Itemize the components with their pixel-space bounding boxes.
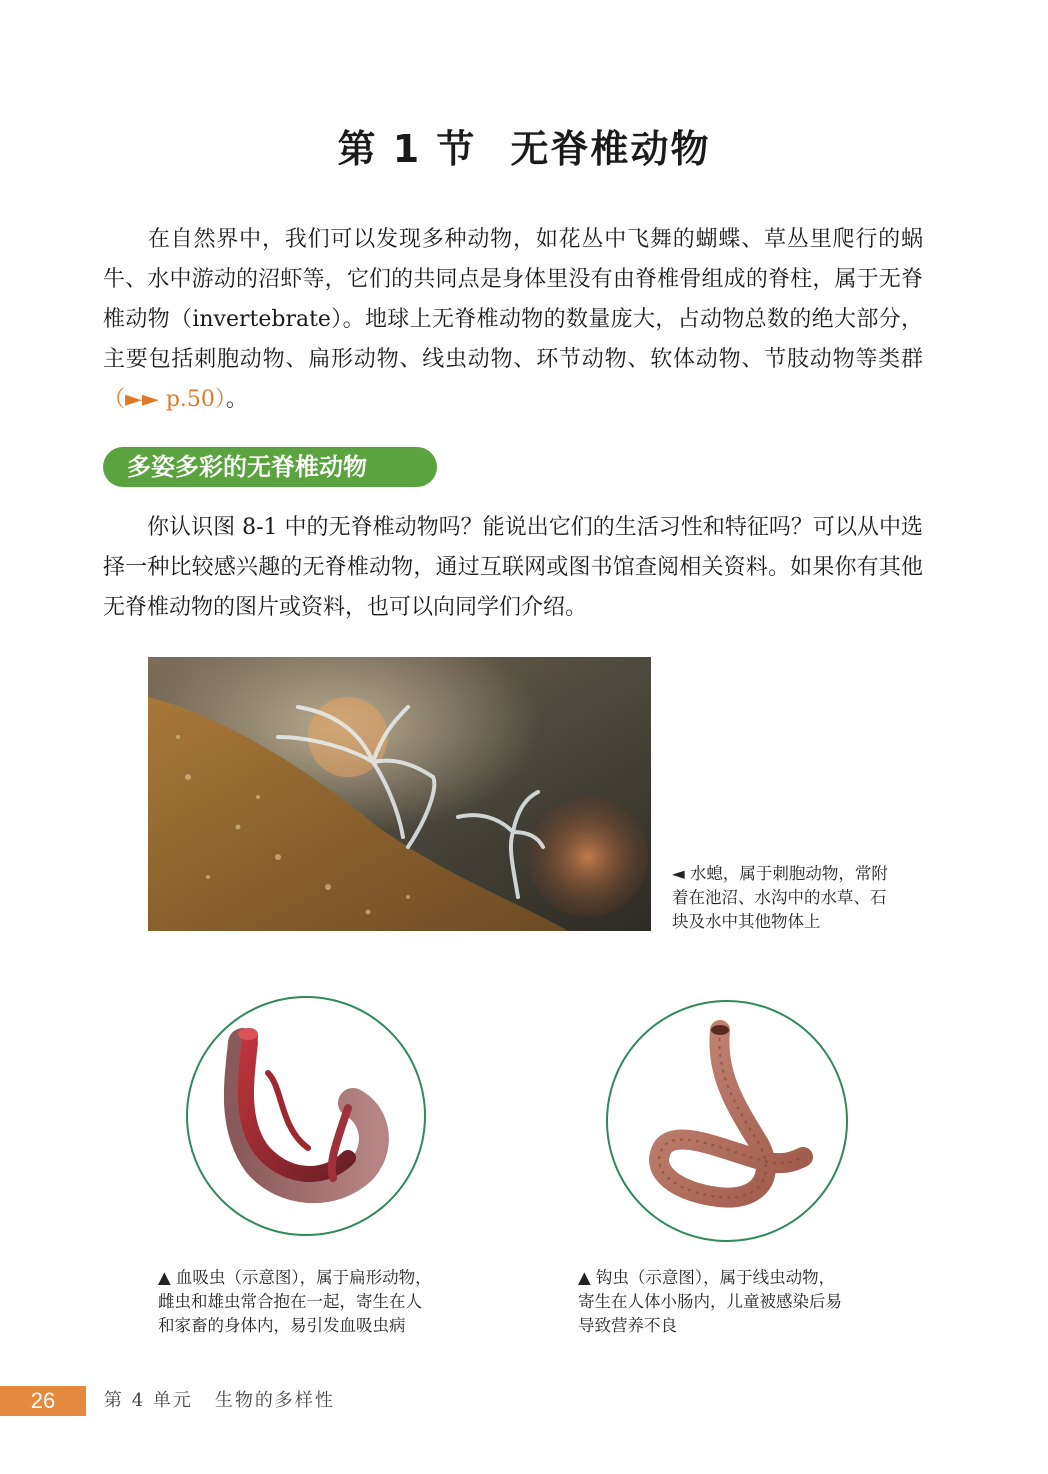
section-number: 第 1 节 [337,127,477,171]
intro-paragraph: 在自然界中，我们可以发现多种动物，如花丛中飞舞的蝴蝶、草丛里爬行的蜗牛、水中游动的沼虾等，它们的共同点是身体里没有由脊椎骨组成的脊柱，属于无脊椎动物（invertebrate）。地球上无脊椎动物的数量庞大，占动物总数的绝大部分，主要包括刺胞动物、扁形动物、线虫动物、环节动物、软体动物、节肢动物等类群（►► p.50）。 [103,227,923,412]
schistosome-illustration [186,996,426,1236]
page-number: 26 [0,1386,86,1416]
activity-paragraph: 你认识图 8-1 中的无脊椎动物吗？能说出它们的生活习性和特征吗？可以从中选择一种比较感兴趣的无脊椎动物，通过互联网或图书馆查阅相关资料。如果你有其他无脊椎动物的图片或资料，也可以向同学们介绍。 [103,515,923,620]
schistosome-caption: ▲ 血吸虫（示意图），属于扁形动物， 雌虫和雄虫常合抱在一起，寄生在人 和家畜的身体内，易引发血吸虫病 [158,1268,432,1335]
section-heading: 多姿多彩的无脊椎动物 [103,447,437,487]
hookworm-caption: ▲ 钩虫（示意图），属于线虫动物， 寄生在人体小肠内，儿童被感染后易 导致营养不良 [578,1268,842,1335]
hydra-caption: ◄ 水螅，属于刺胞动物，常附 着在池沼、水沟中的水草、石 块及水中其他物体上 [672,864,888,931]
hydra-photo [148,657,651,931]
running-footer [104,1386,335,1416]
page-title [0,118,1048,173]
unit-title: 生物的多样性 [214,1390,335,1411]
section-name: 无脊椎动物 [510,127,711,171]
hookworm-illustration [606,1000,848,1242]
intro-text: 在自然界中，我们可以发现多种动物，如花丛中飞舞的蝴蝶、草丛里爬行的蜗牛、水中游动的沼虾等，它们的共同点是身体里没有由脊椎骨组成的脊柱，属于无脊椎动物（invertebrate）。地球上无脊椎动物的数量庞大，占动物总数的绝大部分，主要包括刺胞动物、扁形动物、线虫动物、环节动物、软体动物、节肢动物等类群 [103,227,923,372]
page-reference-link[interactable]: （►► p.50） [103,387,226,412]
unit-label: 第 4 单元 [104,1390,193,1411]
